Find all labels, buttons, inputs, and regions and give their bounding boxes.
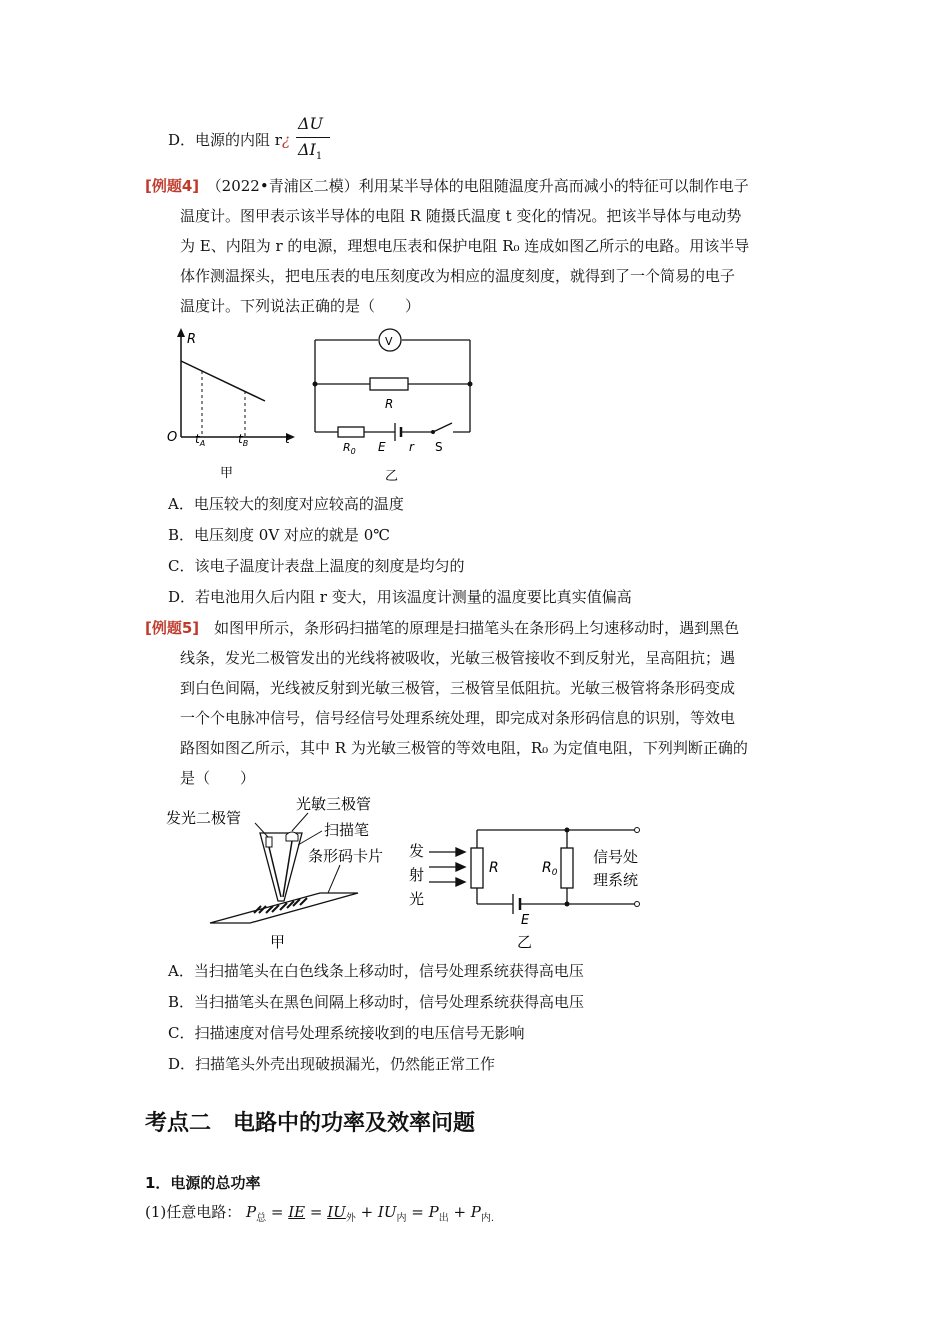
label-R: R xyxy=(187,332,197,347)
r-t-line xyxy=(181,361,265,401)
ex5-option-b: B．当扫描笔头在黑色间隔上移动时，信号处理系统获得高电压 xyxy=(168,993,585,1011)
label-R0: $R_0$ xyxy=(343,441,356,456)
label-R: R xyxy=(385,397,394,411)
ex4-option-a: A．电压较大的刻度对应较高的温度 xyxy=(168,495,404,513)
label-emit-2: 射 xyxy=(409,866,425,884)
resistor-R0 xyxy=(561,848,573,888)
prev-option-d xyxy=(168,130,290,150)
ex5-line-2: 线条，发光二极管发出的光线将被吸收，光敏三极管接收不到反射光，呈高阻抗；遇 xyxy=(180,649,736,667)
label-t: t xyxy=(285,432,290,446)
label-pen: 扫描笔 xyxy=(324,821,370,839)
ex5-line-1: [例题5] 如图甲所示，条形码扫描笔的原理是扫描笔头在条形码上匀速移动时，遇到黑色 xyxy=(145,619,740,637)
label-r: r xyxy=(409,440,414,454)
led-icon xyxy=(266,837,272,847)
ex4-option-c: C．该电子温度计表盘上温度的刻度是均匀的 xyxy=(168,557,465,575)
caption-jia: 甲 xyxy=(220,466,234,481)
switch-icon xyxy=(433,423,452,432)
label-R: R xyxy=(489,860,499,876)
light-arrows xyxy=(429,848,465,886)
ex4-line-2: 温度计。图甲表示该半导体的电阻 R 随摄氏温度 t 变化的情况。把该半导体与电动势 xyxy=(180,207,742,225)
ex5-circuit-yi xyxy=(405,820,655,955)
resistor-R xyxy=(471,848,483,888)
ex4-line-1: [例题4] （2022•青浦区二模）利用某半导体的电阻随温度升高而减小的特征可以制作电子 xyxy=(145,177,749,195)
fraction-bar xyxy=(296,137,330,138)
y-axis-arrow xyxy=(177,328,185,337)
ex4-circuit-yi xyxy=(305,322,480,487)
ex5-line-6: 是（ ） xyxy=(180,769,256,787)
section-title: 考点二 电路中的功率及效率问题 xyxy=(145,1111,476,1136)
label-E: E xyxy=(378,440,386,454)
formula-line: (1)任意电路： $P_总$ = IE = $IU_外 + IU_内 = P_出 + P_{内.}$ xyxy=(145,1203,495,1224)
label-S: S xyxy=(435,440,443,454)
phototransistor-icon xyxy=(286,832,298,841)
ex4-line-4: 体作测温探头，把电压表的电压刻度改为相应的温度刻度，就得到了一个简易的电子 xyxy=(180,267,736,285)
subsection-title: 1．电源的总功率 xyxy=(145,1174,261,1192)
prev-option-d-prefix: D．电源的内阻 r xyxy=(168,131,282,149)
label-tA: $t_A$ xyxy=(195,432,206,448)
fraction-denominator: $\Delta I_1$ xyxy=(298,140,323,163)
resistor-R xyxy=(370,378,408,390)
ex4-option-d: D．若电池用久后内阻 r 变大，用该温度计测量的温度要比真实值偏高 xyxy=(168,588,632,606)
label-photo: 光敏三极管 xyxy=(296,795,372,813)
prev-option-d-symbol: ¿ xyxy=(281,131,291,149)
label-emit-1: 发 xyxy=(409,842,425,860)
ex5-tag: [例题5] xyxy=(145,619,200,637)
label-O: O xyxy=(167,430,178,445)
ex5-option-c: C．扫描速度对信号处理系统接收到的电压信号无影响 xyxy=(168,1024,525,1042)
caption-jia: 甲 xyxy=(270,933,286,951)
ex5-line-4: 一个个电脉冲信号，信号经信号处理系统处理，即完成对条形码信息的识别，等效电 xyxy=(180,709,736,727)
caption-yi: 乙 xyxy=(517,933,533,951)
resistor-R0 xyxy=(338,427,364,437)
label-emit-3: 光 xyxy=(409,890,425,908)
ex5-option-d: D．扫描笔头外壳出现破损漏光，仍然能正常工作 xyxy=(168,1055,496,1073)
ex4-line-3: 为 E、内阻为 r 的电源，理想电压表和保护电阻 R₀ 连成如图乙所示的电路。用该半导 xyxy=(180,237,750,255)
ex5-line-5: 路图如图乙所示，其中 R 为光敏三极管的等效电阻，R₀ 为定值电阻，下列判断正确的 xyxy=(180,739,748,757)
label-E: E xyxy=(521,913,530,928)
ex5-scanner-jia xyxy=(160,793,400,953)
label-R0: $R_0$ xyxy=(542,860,558,878)
label-tB: $t_B$ xyxy=(238,432,249,448)
ex4-option-b: B．电压刻度 0V 对应的就是 0℃ xyxy=(168,526,391,544)
ex4-tag: [例题4] xyxy=(145,177,200,195)
fraction-numerator: ΔU xyxy=(298,114,324,133)
label-led: 发光二极管 xyxy=(166,809,242,827)
label-card: 条形码卡片 xyxy=(308,847,384,865)
ex5-option-a: A．当扫描笔头在白色线条上移动时，信号处理系统获得高电压 xyxy=(168,962,584,980)
label-V: V xyxy=(385,335,393,348)
label-sys-2: 理系统 xyxy=(593,871,639,889)
ex5-line-3: 到白色间隔，光线被反射到光敏三极管，三极管呈低阻抗。光敏三极管将条形码变成 xyxy=(180,679,736,697)
caption-yi: 乙 xyxy=(385,469,399,484)
ex4-graph-jia xyxy=(165,325,300,485)
ex4-line-5: 温度计。下列说法正确的是（ ） xyxy=(180,297,421,315)
label-sys-1: 信号处 xyxy=(593,848,639,866)
